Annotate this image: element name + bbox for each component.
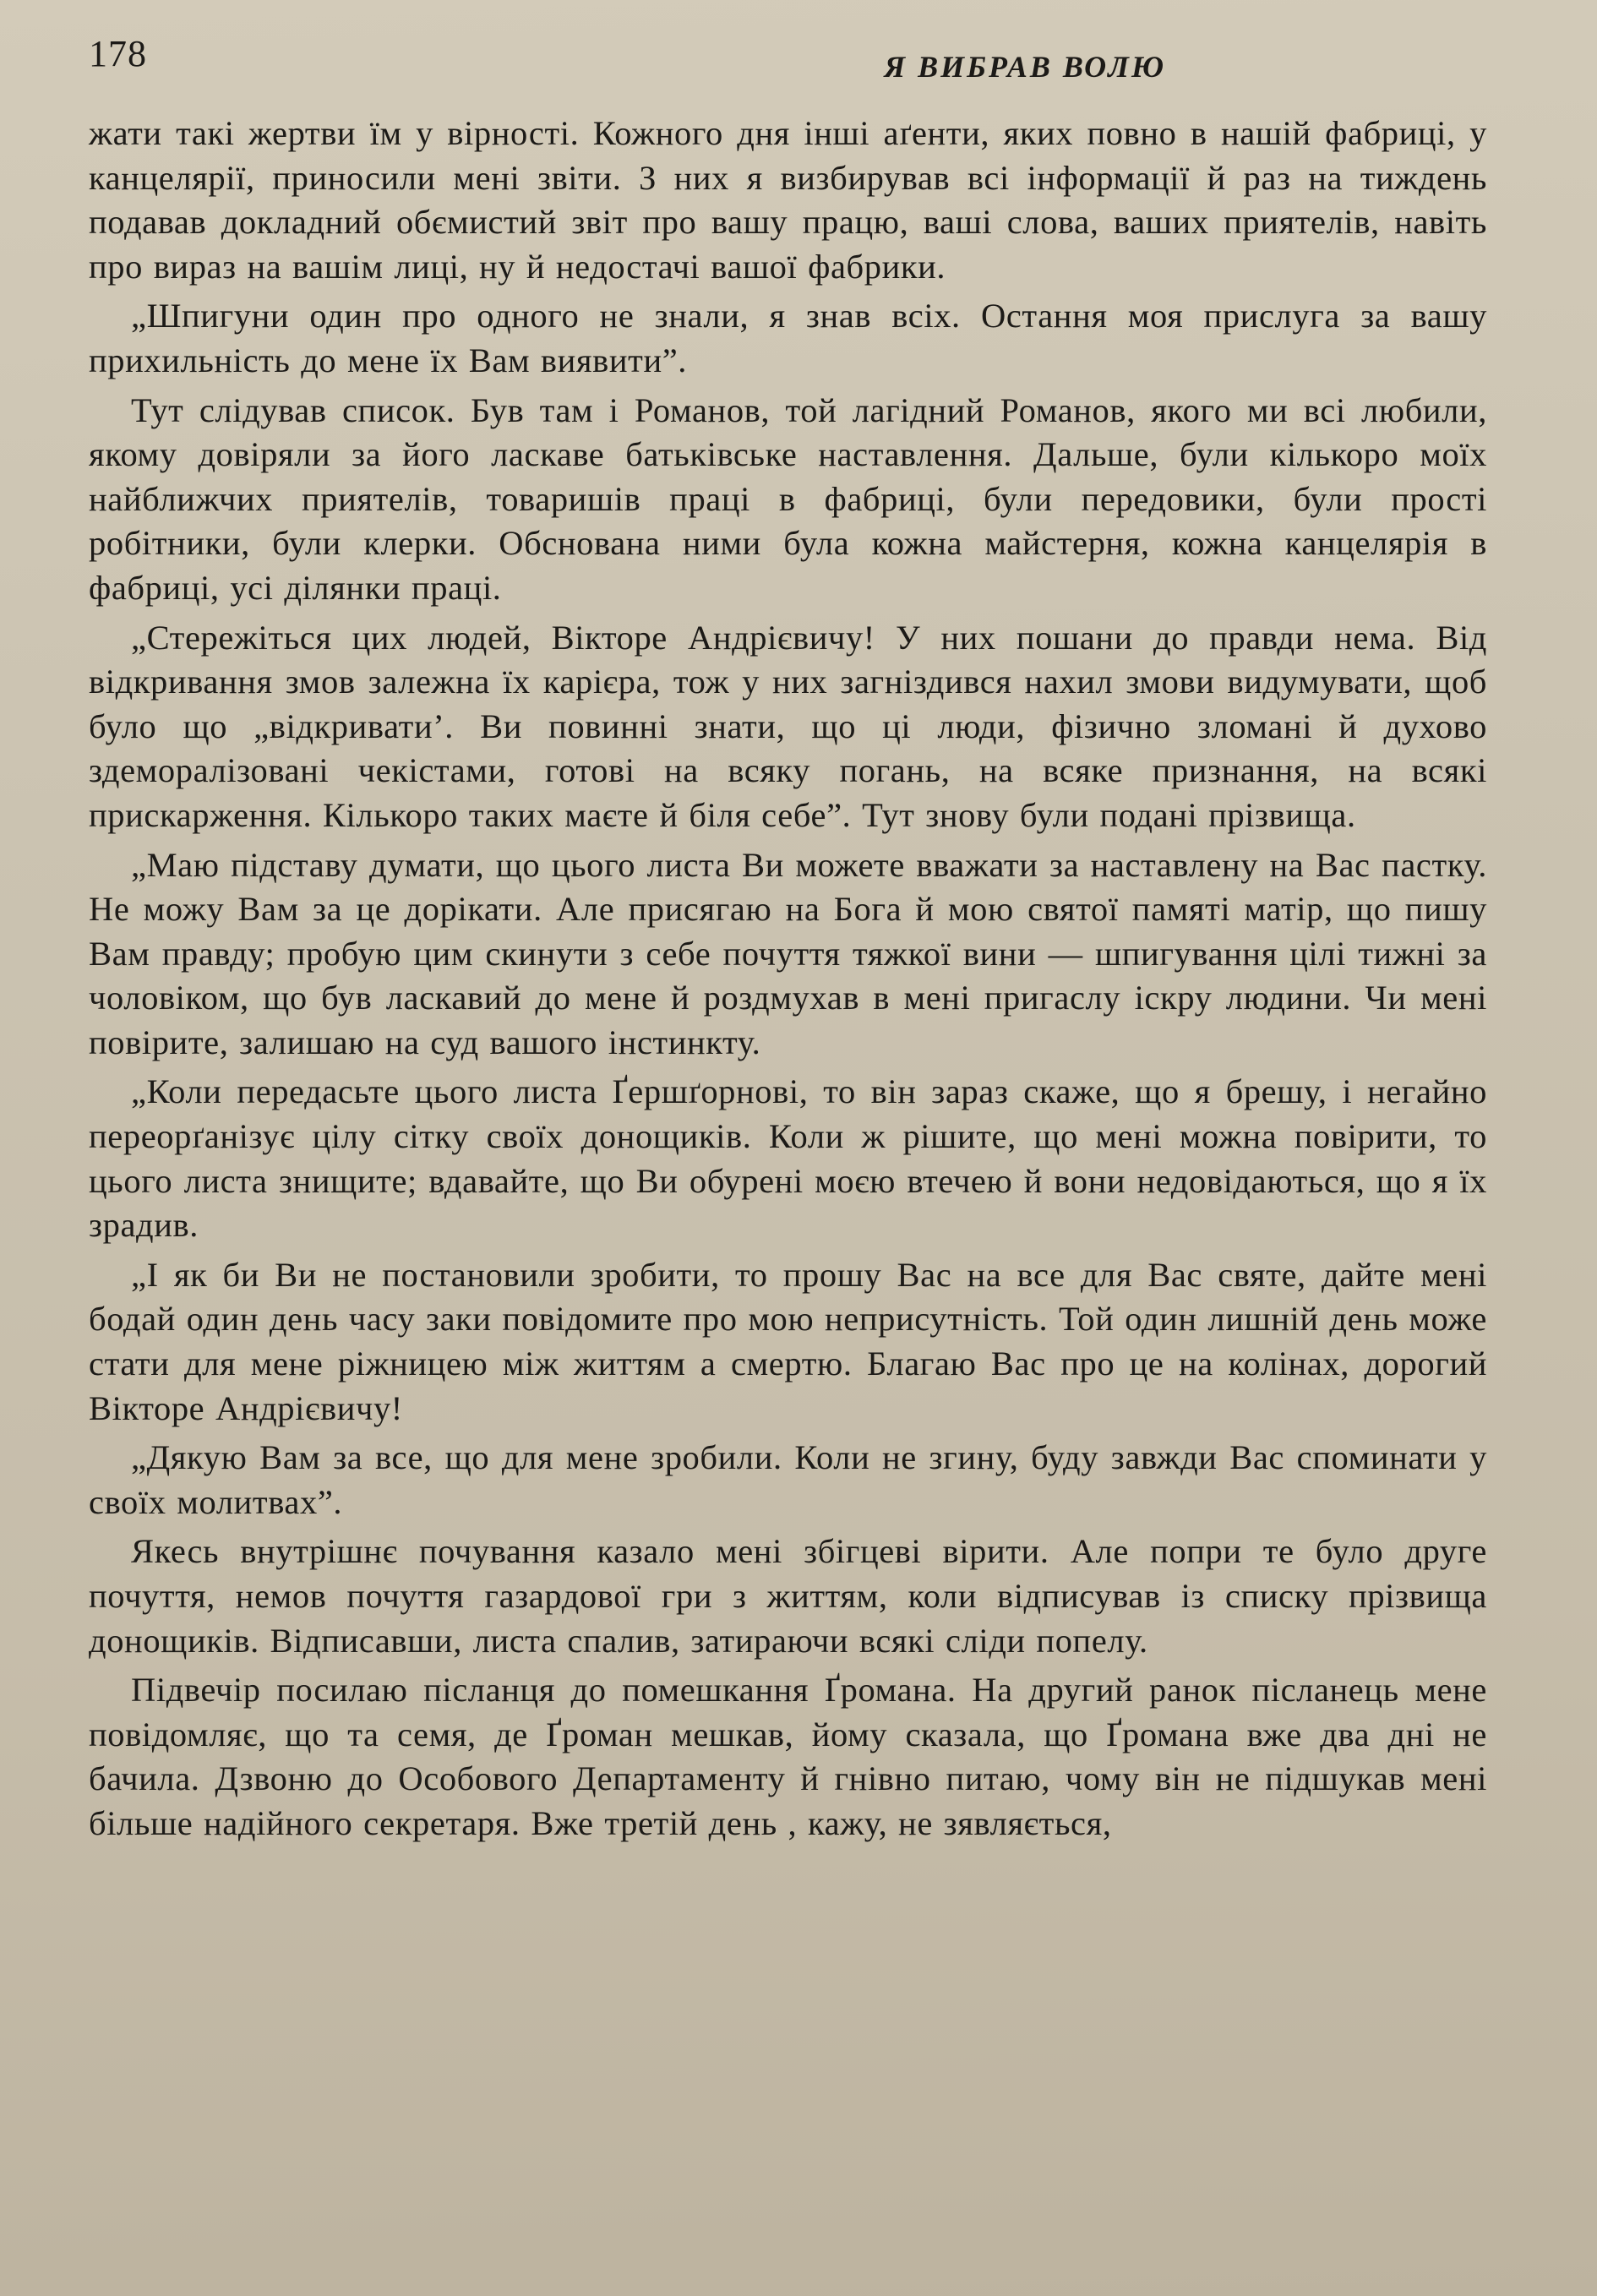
paragraph: Підвечір посилаю післанця до помешкання Ґромана. На другий ранок післанець мене повідомляє, що та семя, де Ґроман мешкав, йому сказала, що Ґромана вже два дні не бачила. Дзвоню до Особового Департаменту й гнівно питаю, чому він не підшукав мені більше надійного секретаря. Вже третій день , кажу, не зявляється,: [89, 1671, 1487, 1842]
paragraph: „Коли передасьте цього листа Ґершґорнові, то він зараз скаже, що я брешу, і негайно переорґанізує цілу сітку своїх донощиків. Коли ж рішите, що мені можна повірити, то цього листа знищите; вдавайте, що Ви обурені моєю втечею й вони недовідаються, що я їх зрадив.: [89, 1072, 1487, 1245]
paragraph: жати такі жертви їм у вірності. Кожного дня інші аґенти, яких повно в нашій фабриці, у канцелярії, приносили мені звіти. З них я визбирував всі інформації й раз на тиждень подавав докладний обємистий звіт про вашу працю, ваші слова, ваших приятелів, навіть про вираз на вашім лиці, ну й недостачі вашої фабрики.: [89, 114, 1487, 286]
paragraph: Тут слідував список. Був там і Романов, той лагідний Романов, якого ми всі любили, якому довіряли за його ласкаве батьківське наставлення. Дальше, були кількоро моїх найближчих приятелів, товаришів праці в фабриці, були передовики, були прості робітники, були клерки. Обснована ними була кожна майстерня, кожна канцелярія в фабриці, усі ділянки праці.: [89, 390, 1487, 607]
paragraph: Якесь внутрішнє почування казало мені збігцеві вірити. Але попри те було друге почуття, немов почуття газардової гри з життям, коли відписував із списку прізвища донощиків. Відписавши, листа спалив, затираючи всякі сліди попелу.: [89, 1532, 1487, 1660]
page-header: [89, 32, 1487, 85]
paragraph: „Стережіться цих людей, Вікторе Андрієвичу! У них пошани до правди нема. Від відкривання змов залежна їх карієра, тож у них загніздився нахил змови видумувати, щоб було що „відкривати’. Ви повинні знати, що ці люди, фізично зломані й духово здеморалізовані чекістами, готові на всяку погань, на всяке признання, на всякі прискарження. Кількоро таких маєте й біля себе”. Тут знову були подані прізвища.: [89, 618, 1487, 834]
paragraph: „І як би Ви не постановили зробити, то прошу Вас на все для Вас святе, дайте мені бодай один день часу заки повідомите про мою неприсутність. Той один лишній день може стати для мене ріжницею між життям а смертю. Благаю Вас про це на колінах, дорогий Вікторе Андрієвичу!: [89, 1255, 1487, 1427]
paragraph: „Дякую Вам за все, що для мене зробили. Коли не згину, буду завжди Вас споминати у своїх молитвах”.: [89, 1438, 1487, 1521]
body-text: [89, 112, 1487, 1846]
running-title: Я ВИБРАВ ВОЛЮ: [884, 50, 1166, 84]
page-number: 178: [89, 33, 147, 74]
paragraph: „Маю підставу думати, що цього листа Ви можете вважати за наставлену на Вас пастку. Не можу Вам за це дорікати. Але присягаю на Бога й мою святої памяті матір, що пишу Вам правду; пробую цим скинути з себе почуття тяжкої вини — шпигування цілі тижні за чоловіком, що був ласкавий до мене й роздмухав в мені пригаслу іскру людини. Чи мені повірите, залишаю на суд вашого інстинкту.: [89, 845, 1487, 1061]
paragraph: „Шпигуни один про одного не знали, я знав всіх. Остання моя прислуга за вашу прихильність до мене їх Вам виявити”.: [89, 297, 1487, 379]
